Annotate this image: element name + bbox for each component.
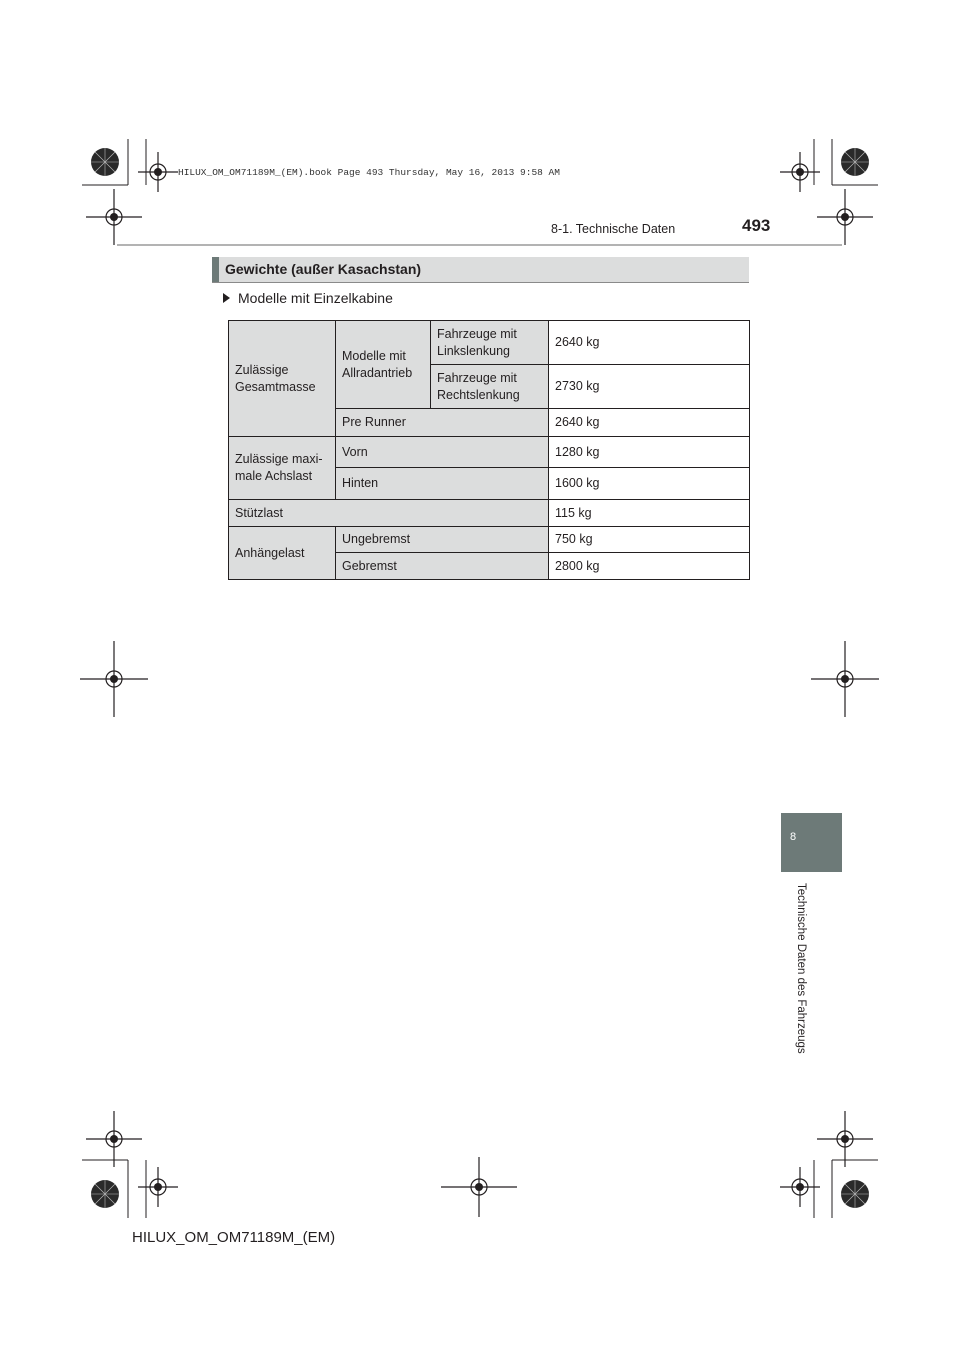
- cell-text: 2640 kg: [555, 335, 600, 349]
- footer-book-id: HILUX_OM_OM71189M_(EM): [132, 1229, 336, 1246]
- table-cell: [549, 527, 749, 552]
- cell-text: Stützlast: [235, 505, 283, 520]
- cell-text: Hinten: [342, 476, 379, 490]
- chapter-title: Technische Daten des Fahrzeugs: [795, 883, 807, 1054]
- subheading-text: Modelle mit Einzelkabine: [238, 290, 393, 306]
- cell-text: 1600 kg: [555, 476, 600, 490]
- section-title-bar: [212, 257, 749, 283]
- cell-text: Pre Runner: [342, 415, 406, 429]
- header-rule: [117, 244, 842, 246]
- title-accent: [212, 257, 219, 282]
- table-cell: [336, 409, 548, 436]
- table-cell: [229, 500, 548, 526]
- subheading: [223, 290, 393, 306]
- cell-text: Zulässige maxi-male Achslast: [235, 452, 323, 483]
- table-cell: [431, 365, 548, 408]
- cell-text: Zulässige Gesamtmasse: [235, 362, 316, 394]
- table-cell: [229, 321, 335, 436]
- cell-text: Fahrzeuge mit Rechtslenkung: [437, 370, 520, 402]
- table-cell: [336, 553, 548, 579]
- cell-text: Fahrzeuge mit Linkslenkung: [437, 326, 517, 358]
- cell-text: 2800 kg: [555, 558, 600, 573]
- chapter-number: 8: [790, 831, 797, 843]
- table-cell: [336, 321, 430, 408]
- table-cell: [549, 365, 749, 408]
- cell-text: 115 kg: [555, 505, 592, 520]
- cell-text: 750 kg: [555, 532, 593, 546]
- cell-text: Modelle mit Allradantrieb: [342, 348, 413, 380]
- table-cell: [336, 527, 548, 552]
- table-cell: [229, 527, 335, 579]
- cell-text: 2730 kg: [555, 379, 600, 393]
- cell-text: Ungebremst: [342, 532, 411, 546]
- cell-text: Anhängelast: [235, 545, 305, 560]
- table-cell: [549, 409, 749, 436]
- table-cell: [549, 468, 749, 499]
- table-cell: [549, 437, 749, 467]
- print-info: HILUX_OM_OM71189M_(EM).book Page 493 Thursday, May 16, 2013 9:58 AM: [178, 167, 560, 178]
- table-cell: [549, 553, 749, 579]
- page-number: 493: [742, 216, 771, 235]
- section-reference: 8-1. Technische Daten: [551, 222, 676, 236]
- table-cell: [336, 468, 548, 499]
- table-cell: [431, 321, 548, 364]
- triangle-bullet-icon: [223, 293, 230, 303]
- table-cell: [229, 437, 335, 499]
- cell-text: Vorn: [342, 444, 368, 459]
- cell-text: 2640 kg: [555, 415, 600, 429]
- cell-text: 1280 kg: [555, 444, 600, 459]
- chapter-tab: [781, 813, 842, 872]
- cell-text: Gebremst: [342, 558, 397, 573]
- table-cell: [336, 437, 548, 467]
- table-cell: [549, 321, 749, 364]
- table-cell: [549, 500, 749, 526]
- section-title: Gewichte (außer Kasachstan): [225, 261, 422, 277]
